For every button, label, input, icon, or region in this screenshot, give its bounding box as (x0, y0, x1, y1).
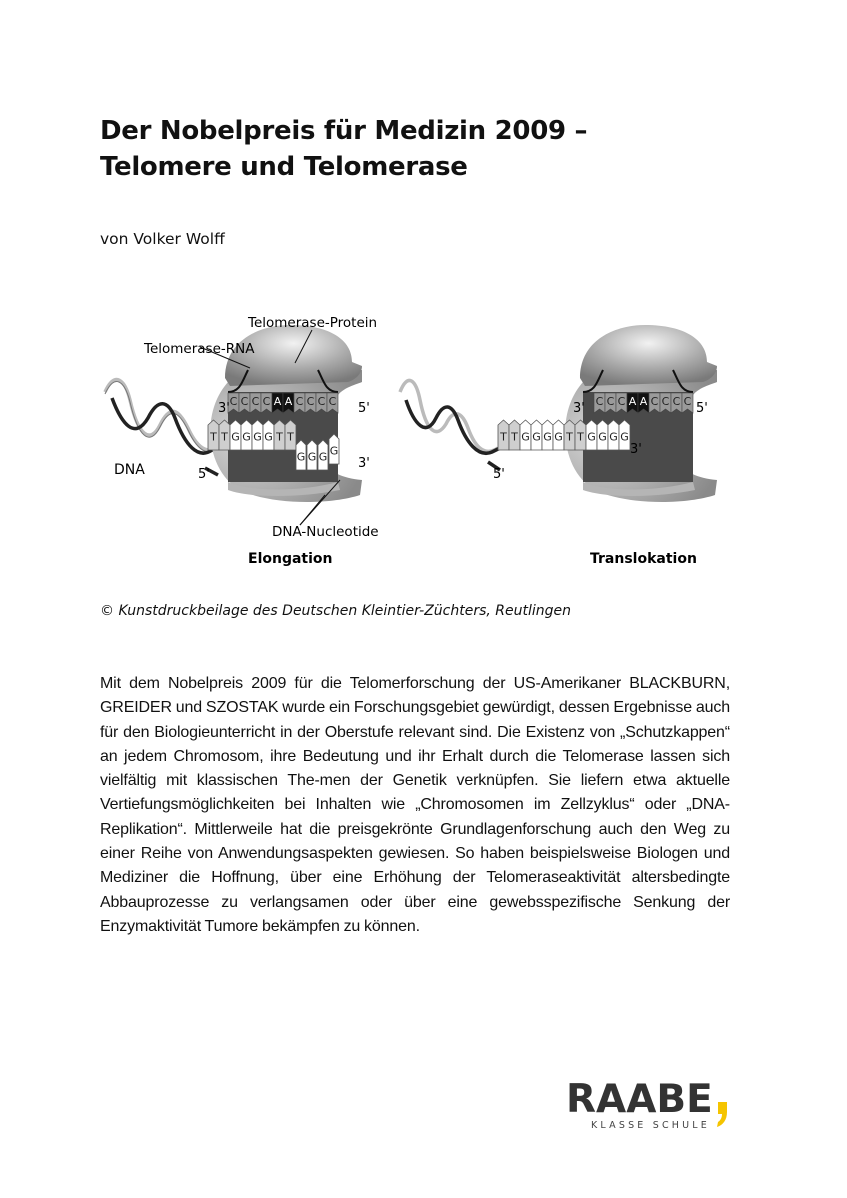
base-letter: G (231, 430, 240, 444)
label-3prime-rna: 3' (573, 401, 585, 416)
incoming-nucleotide (329, 434, 339, 464)
base-letter: C (295, 395, 304, 408)
base-letter: A (273, 395, 282, 408)
base-letter: C (251, 395, 260, 408)
base-letter: G (598, 430, 607, 444)
dna-base (575, 420, 586, 450)
dna-base (208, 420, 219, 450)
label-5prime-dna: 5' (493, 467, 505, 482)
base-letter: G (554, 430, 563, 444)
translokation-panel (400, 325, 717, 567)
base-letter: G (587, 430, 596, 444)
dna-base (252, 420, 263, 450)
base-letter: T (511, 430, 518, 444)
label-3prime-dna: 3' (630, 442, 642, 457)
dna-base (274, 420, 285, 450)
base-letter: T (566, 430, 573, 444)
dna-base (564, 420, 575, 450)
base-letter: C (240, 395, 249, 408)
author-line: von Volker Wolff (100, 230, 225, 248)
base-letter: A (639, 395, 648, 408)
dna-base (542, 420, 553, 450)
dna-base (219, 420, 230, 450)
label-5prime-dna: 5' (198, 467, 210, 482)
base-letter: T (221, 430, 228, 444)
base-letter: C (606, 395, 615, 408)
base-letter: G (532, 430, 541, 444)
title-line-1: Der Nobelpreis für Medizin 2009 – (100, 116, 588, 146)
telomerase-figure (100, 300, 720, 585)
label-dna-nucleotide: DNA-Nucleotide (272, 524, 379, 540)
base-letter: G (242, 430, 251, 444)
base-letter: A (628, 395, 637, 408)
base-letter: C (650, 395, 659, 408)
base-letter: C (661, 395, 670, 408)
base-letter: A (284, 395, 293, 408)
base-letter: G (329, 444, 339, 458)
base-letter: G (609, 430, 618, 444)
body-paragraph: Mit dem Nobelpreis 2009 für die Telomerforschung der US-Amerikaner BLACKBURN, GREIDER und SZOSTAK wurde ein Forschungsgebiet gewürdigt, dessen Ergebnisse auch für den Biologieunterricht in der Oberstufe relevant sind. Die Existenz von „Schutzkappen“ an jedem Chromosom, ihre Bedeutung und ihr Erhalt durch die Telomerase lassen sich vielfältig mit klassischen The-men der Genetik verknüpfen. Sie liefern etwa aktuelle Vertiefungsmöglichkeiten bei Inhalten wie „Chromosomen im Zellzyklus“ oder „DNA-Replikation“. Mittlerweile hat die preisgekrönte Grundlagenforschung auch den Weg zu einer Reihe von Anwendungsaspekten gewiesen. So haben beispielsweise Biologen und Mediziner die Hoffnung, über eine Erhöhung der Telomeraseaktivität altersbedingte Abbauprozesse zu verlangsamen oder über eine gewebsspezifische Senkung der Enzymaktivität Tumore bekämpfen zu können. (100, 675, 730, 935)
base-letter: C (683, 395, 692, 408)
base-letter: T (287, 430, 294, 444)
label-5prime-rna: 5' (696, 401, 708, 416)
base-letter: G (318, 450, 328, 464)
logo-brand: RAABE (566, 1077, 713, 1122)
base-letter: C (672, 395, 681, 408)
dna-base (230, 420, 241, 450)
base-letter: G (253, 430, 262, 444)
logo-comma-icon (716, 1098, 728, 1128)
figure-caption: © Kunstdruckbeilage des Deutschen Kleintier-Züchters, Reutlingen (100, 603, 572, 619)
dna-base (586, 420, 597, 450)
label-telomerase-rna: Telomerase-RNA (144, 341, 255, 357)
dna-base (520, 420, 531, 450)
telomerase-diagram (100, 300, 720, 585)
dna-base (263, 420, 274, 450)
base-letter: C (262, 395, 271, 408)
base-letter: G (264, 430, 273, 444)
label-telomerase-protein: Telomerase-Protein (248, 315, 378, 331)
dna-base (553, 420, 564, 450)
title-line-2: Telomere und Telomerase (100, 152, 468, 182)
base-letter: G (543, 430, 552, 444)
dna-base (608, 420, 619, 450)
base-letter: G (307, 450, 317, 464)
label-3prime-rna: 3' (218, 401, 230, 416)
base-letter: T (577, 430, 584, 444)
base-letter: C (306, 395, 315, 408)
dna-base (509, 420, 520, 450)
base-letter: G (521, 430, 530, 444)
page-title (100, 113, 587, 185)
base-letter: G (620, 430, 629, 444)
base-letter: T (210, 430, 217, 444)
dna-base (619, 420, 630, 450)
incoming-nucleotide (296, 440, 306, 470)
label-dna: DNA (114, 462, 145, 478)
base-letter: T (276, 430, 283, 444)
dna-base (498, 420, 509, 450)
panel-title-translokation: Translokation (590, 551, 697, 567)
incoming-nucleotide (318, 440, 328, 470)
dna-base (531, 420, 542, 450)
base-letter: C (317, 395, 326, 408)
label-3prime-dna: 3' (358, 456, 370, 471)
dna-base (597, 420, 608, 450)
base-letter: C (595, 395, 604, 408)
label-5prime-rna: 5' (358, 401, 370, 416)
base-letter: C (328, 395, 337, 408)
elongation-panel (105, 315, 379, 567)
base-letter: C (617, 395, 626, 408)
dna-base (241, 420, 252, 450)
logo-tagline: KLASSE SCHULE (591, 1120, 710, 1131)
incoming-nucleotide (307, 440, 317, 470)
raabe-logo (566, 1077, 736, 1135)
dna-helix-icon (400, 380, 500, 470)
dna-base (285, 420, 296, 450)
base-letter: C (229, 395, 238, 408)
panel-title-elongation: Elongation (248, 551, 333, 567)
base-letter: G (296, 450, 306, 464)
base-letter: T (500, 430, 507, 444)
